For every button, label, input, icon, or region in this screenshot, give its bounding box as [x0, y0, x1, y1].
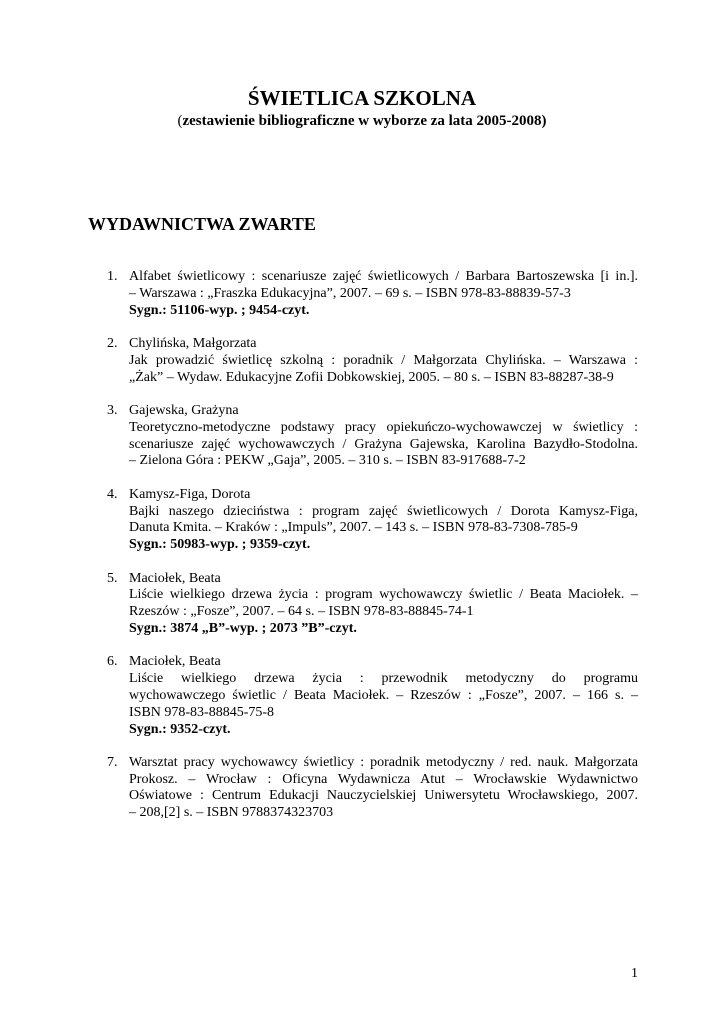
entry-line: scenariusze zajęć wychowawczych / Grażyna Gajewska, Karolina Bazydło-Stodolna. [129, 436, 638, 452]
entry-number: 5. [107, 570, 118, 586]
entry-line: ISBN 978-83-88845-75-8 [129, 704, 275, 720]
entry-number: 4. [107, 486, 118, 502]
entry-line: Chylińska, Małgorzata [129, 335, 257, 351]
section-heading: WYDAWNICTWA ZWARTE [88, 214, 316, 234]
entry-line: Prokosz. – Wrocław : Oficyna Wydawnicza Atut – Wrocławskie Wydawnictwo [129, 771, 638, 787]
subtitle-open-paren: ( [177, 113, 183, 129]
entry-line: Danuta Kmita. – Kraków : „Impuls”, 2007. – 143 s. – ISBN 978-83-7308-785-9 [129, 520, 578, 536]
entry-line: Oświatowe : Centrum Edukacji Nauczycielskiej Uniwersytetu Wrocławskiego, 2007. [129, 788, 638, 804]
entry-line: Alfabet świetlicowy : scenariusze zajęć świetlicowych / Barbara Bartoszewska [i in.]. [129, 269, 638, 284]
entry-number: 6. [107, 654, 118, 670]
entry-line: Maciołek, Beata [129, 570, 221, 586]
entry-number: 1. [107, 269, 118, 284]
entry-line: „Żak” – Wydaw. Edukacyjne Zofii Dobkowskiej, 2005. – 80 s. – ISBN 83-88287-38-9 [129, 369, 614, 385]
entry-number: 2. [107, 335, 118, 351]
entry-signature: Sygn.: 51106-wyp. ; 9454-czyt. [129, 302, 310, 318]
entry-signature: Sygn.: 9352-czyt. [129, 721, 231, 737]
entry-line: Rzeszów : „Fosze”, 2007. – 64 s. – ISBN 978-83-88845-74-1 [129, 604, 474, 620]
bibliography-entry [0, 654, 724, 738]
entry-line: Kamysz-Figa, Dorota [129, 486, 251, 502]
entry-line: Warsztat pracy wychowawcy świetlicy : poradnik metodyczny / red. nauk. Małgorzata [129, 754, 638, 770]
entry-signature: Sygn.: 50983-wyp. ; 9359-czyt. [129, 537, 311, 553]
entry-line: Teoretyczno-metodyczne podstawy pracy opiekuńczo-wychowawczej w świetlicy : [129, 419, 638, 435]
entry-line: Liście wielkiego drzewa życia : program wychowawczy świetlic / Beata Maciołek. – [129, 587, 638, 603]
bibliography-entry [0, 336, 724, 386]
entry-line: Gajewska, Grażyna [129, 402, 239, 418]
entry-line: Jak prowadzić świetlicę szkolną : poradnik / Małgorzata Chylińska. – Warszawa : [129, 352, 638, 368]
entry-body [129, 403, 638, 470]
entry-line: Maciołek, Beata [129, 654, 221, 670]
bibliography-list [0, 269, 724, 839]
bibliography-entry [0, 403, 724, 470]
entry-body [129, 755, 638, 822]
entry-line: – 208,[2] s. – ISBN 9788374323703 [129, 805, 334, 821]
entry-line: – Zielona Góra : PEKW „Gaja”, 2005. – 310 s. – ISBN 83-917688-7-2 [129, 453, 526, 469]
bibliography-entry [0, 487, 724, 554]
entry-body [129, 571, 638, 638]
entry-line: wychowawczego świetlic / Beata Maciołek. – Rzeszów : „Fosze”, 2007. – 166 s. – [129, 687, 638, 703]
subtitle-text: zestawienie bibliograficzne w wyborze za lata 2005-2008) [182, 113, 547, 129]
bibliography-entry [0, 755, 724, 822]
entry-line: Bajki naszego dzieciństwa : program zajęć świetlicowych / Dorota Kamysz-Figa, [129, 503, 638, 519]
page-number: 1 [631, 966, 638, 981]
entry-line: Liście wielkiego drzewa życia : przewodnik metodyczny do programu [129, 671, 638, 687]
entry-line: – Warszawa : „Fraszka Edukacyjna”, 2007. – 69 s. – ISBN 978-83-88839-57-3 [129, 285, 571, 301]
bibliography-entry [0, 269, 724, 319]
entry-number: 3. [107, 402, 118, 418]
entry-body [129, 654, 638, 738]
document-title: ŚWIETLICA SZKOLNA [247, 86, 477, 110]
entry-number: 7. [107, 754, 118, 770]
entry-body [129, 336, 638, 386]
document-subtitle [0, 112, 724, 130]
entry-signature: Sygn.: 3874 „B”-wyp. ; 2073 ”B”-czyt. [129, 620, 357, 636]
bibliography-entry [0, 571, 724, 638]
entry-body [129, 487, 638, 554]
entry-body [129, 269, 638, 319]
